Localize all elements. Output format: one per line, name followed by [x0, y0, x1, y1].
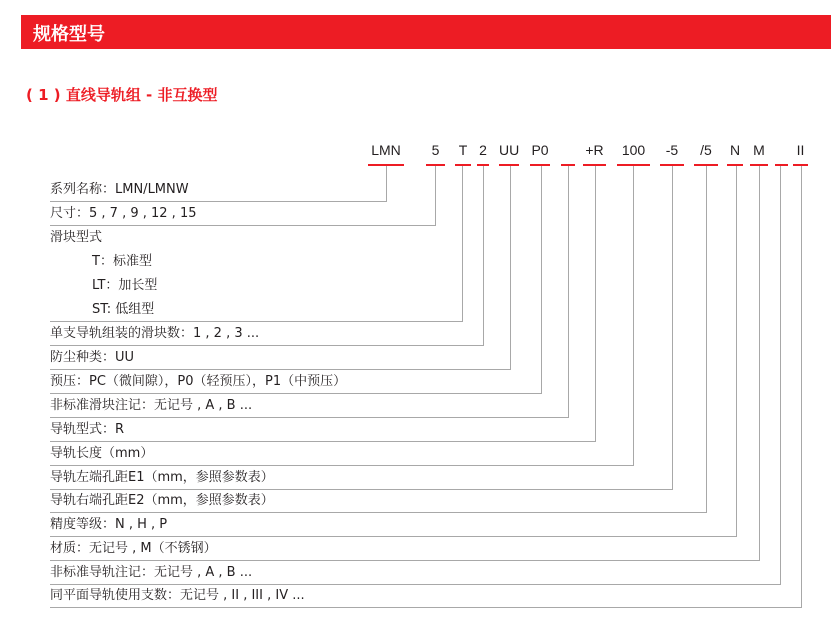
leader-line-vertical	[435, 166, 436, 225]
leader-line-vertical	[386, 166, 387, 201]
row-nonstd-block: 非标准滑块注记：无记号 , A , B ...	[50, 398, 253, 413]
leader-line-horizontal	[50, 201, 387, 202]
code-segment-label: T	[458, 142, 468, 158]
code-segment-label: P0	[531, 142, 549, 158]
code-segment-label: II	[796, 142, 805, 158]
row-block-type-st: ST: 低组型	[92, 302, 155, 317]
leader-line-vertical	[568, 166, 569, 417]
leader-line-horizontal	[50, 607, 802, 608]
row-nonstd-rail: 非标准导轨注记：无记号 , A , B ...	[50, 565, 253, 580]
section-subtitle: ( 1 ) 直线导轨组 - 非互换型	[26, 86, 218, 104]
leader-line-vertical	[801, 166, 802, 607]
leader-line-vertical	[462, 166, 463, 321]
code-segment-underline	[499, 164, 519, 166]
code-segment-label: M	[753, 142, 765, 158]
leader-line-horizontal	[50, 512, 707, 513]
page-title: 规格型号	[33, 24, 105, 45]
row-block-type: 滑块型式	[50, 230, 103, 245]
code-segment-label: 100	[621, 142, 646, 158]
leader-line-vertical	[595, 166, 596, 441]
leader-line-horizontal	[50, 345, 484, 346]
row-accuracy: 精度等级：N , H , P	[50, 517, 168, 532]
leader-line-vertical	[736, 166, 737, 536]
leader-line-horizontal	[50, 321, 463, 322]
code-segment-label: +R	[585, 142, 604, 158]
leader-line-horizontal	[50, 369, 511, 370]
code-segment-label: /5	[700, 142, 712, 158]
leader-line-horizontal	[50, 560, 760, 561]
row-e2: 导轨右端孔距E2（mm，参照参数表）	[50, 493, 274, 508]
leader-line-horizontal	[50, 417, 569, 418]
row-rails-per-plane: 同平面导轨使用支数：无记号 , II , III , IV ...	[50, 588, 305, 603]
row-dust: 防尘种类：UU	[50, 350, 135, 365]
section-banner	[21, 15, 831, 49]
leader-line-horizontal	[50, 465, 634, 466]
code-segment-underline	[530, 164, 550, 166]
leader-line-vertical	[541, 166, 542, 393]
row-preload: 预压：PC（微间隙），P0（轻预压），P1（中预压）	[50, 374, 347, 389]
code-segment-label: -5	[665, 142, 679, 158]
code-segment-underline	[727, 164, 743, 166]
row-rail-type: 导轨型式：R	[50, 422, 125, 437]
row-rail-length: 导轨长度（mm）	[50, 446, 154, 461]
code-segment-label: N	[729, 142, 741, 158]
leader-line-horizontal	[50, 393, 542, 394]
leader-line-horizontal	[50, 489, 673, 490]
leader-line-vertical	[483, 166, 484, 345]
leader-line-horizontal	[50, 536, 737, 537]
leader-line-vertical	[510, 166, 511, 369]
row-series: 系列名称：LMN/LMNW	[50, 182, 189, 197]
leader-line-vertical	[780, 166, 781, 584]
leader-line-horizontal	[50, 225, 436, 226]
code-segment-underline	[775, 164, 788, 166]
code-segment-label: 2	[479, 142, 487, 158]
leader-line-vertical	[633, 166, 634, 465]
code-segment-label: UU	[499, 142, 520, 158]
code-segment-underline	[455, 164, 471, 166]
row-block-type-lt: LT：加长型	[92, 278, 158, 293]
row-size: 尺寸：5 , 7 , 9 , 12 , 15	[50, 206, 197, 221]
leader-line-vertical	[759, 166, 760, 560]
row-material: 材质：无记号 , M（不锈钢）	[50, 541, 217, 556]
leader-line-horizontal	[50, 441, 596, 442]
leader-line-vertical	[672, 166, 673, 489]
code-segment-label: 5	[431, 142, 440, 158]
leader-line-horizontal	[50, 584, 781, 585]
leader-line-vertical	[706, 166, 707, 512]
row-block-count: 单支导轨组装的滑块数：1 , 2 , 3 ...	[50, 326, 260, 341]
row-e1: 导轨左端孔距E1（mm，参照参数表）	[50, 470, 274, 485]
code-segment-label: LMN	[371, 142, 401, 158]
row-block-type-t: T：标准型	[92, 254, 152, 269]
